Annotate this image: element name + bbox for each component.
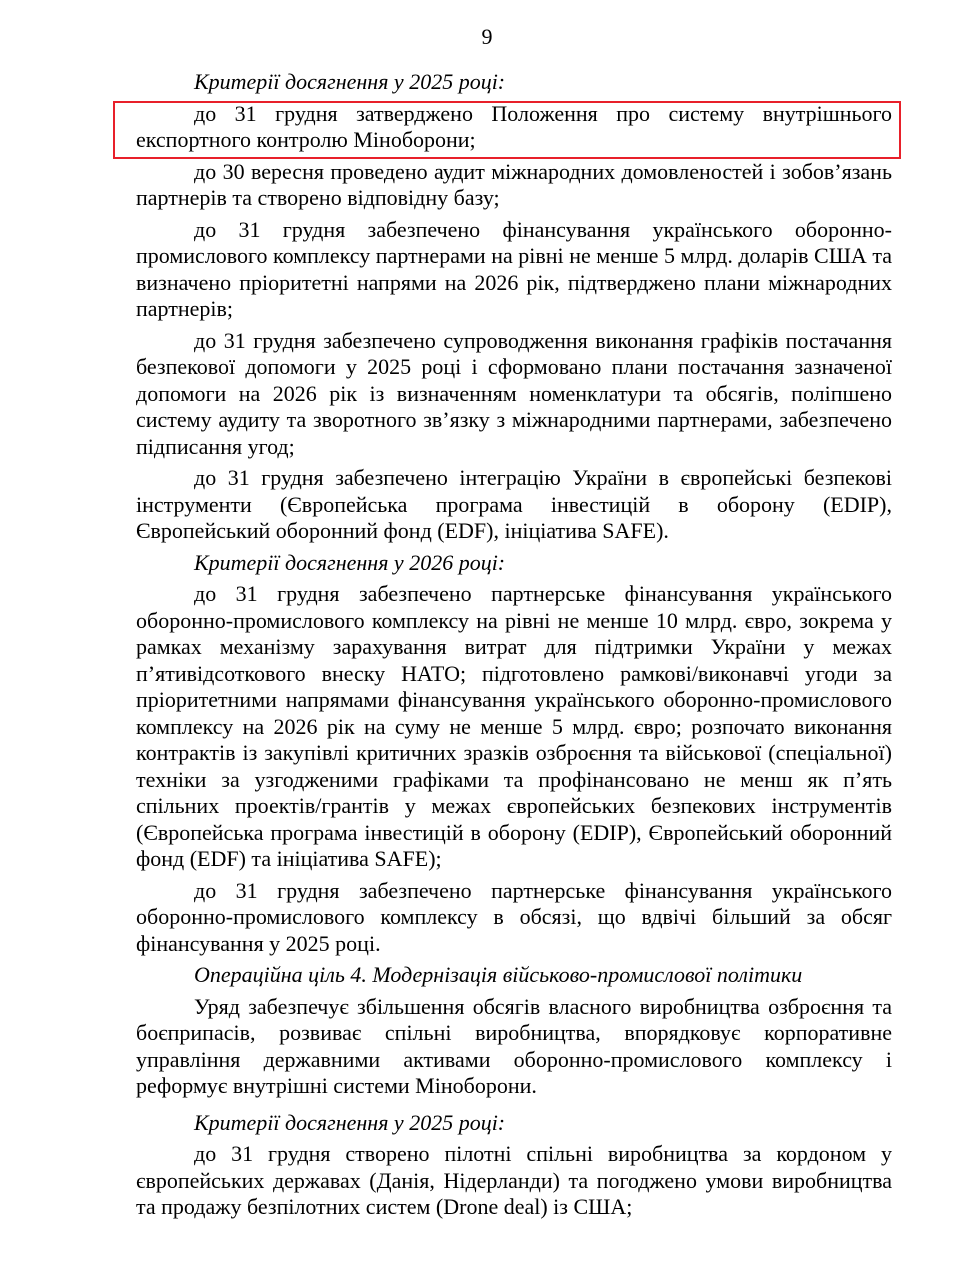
- paragraph: до 31 грудня забезпечено партнерське фінансування українського оборонно-промислового комплексу на рівні не менше 10 млрд. євро, зокрема у рамках механізму зарахування витрат для підтримки України у межах п’ятивідсоткового внеску НАТО; підготовлено рамкові/виконавчі угоди за пріоритетними напрямами фінансування українського оборонно-промислового комплексу на 2026 рік на суму не менше 5 млрд. євро; розпочато виконання контрактів із закупівлі критичних зразків озброєння та військової (спеціальної) техніки за узгодженими графіками та профінансовано не менш як п’ять спільних проектів/грантів у межах європейських безпекових інструментів (Європейська програма інвестицій в оборону (EDIP), Європейський оборонний фонд (EDF) та ініціатива SAFE);: [136, 581, 892, 871]
- paragraph: до 30 вересня проведено аудит міжнародних домовленостей і зобов’язань партнерів та створено відповідну базу;: [136, 158, 892, 210]
- paragraph: до 31 грудня забезпечено фінансування українського оборонно-промислового комплексу партнерами на рівні не менше 5 млрд. доларів США та визначено пріоритетні напрями на 2026 рік, підтверджено плани міжнародних партнерів;: [136, 216, 892, 321]
- paragraph: до 31 грудня забезпечено супроводження виконання графіків постачання безпекової допомоги у 2025 році і сформовано плани постачання зазначеної допомоги на 2026 рік із визначенням номенклатури та обсягів, поліпшено систему аудиту та зворотного зв’язку з міжнародними партнерами, забезпечено підписання угод;: [136, 327, 892, 459]
- section-heading: Операційна ціль 4. Модернізація військово-промислової політики: [194, 962, 803, 987]
- paragraph: до 31 грудня забезпечено інтеграцію України в європейські безпекові інструменти (Європейська програма інвестицій в оборону (EDIP), Європейський оборонний фонд (EDF), ініціатива SAFE).: [136, 465, 892, 543]
- section-heading: Критерії досягнення у 2026 році:: [194, 549, 506, 575]
- highlighted-paragraph: до 31 грудня затверджено Положення про систему внутрішнього експортного контролю Міноборони;: [136, 100, 892, 152]
- document-body: [136, 69, 892, 1226]
- page-number: 9: [481, 24, 493, 49]
- paragraph: Уряд забезпечує збільшення обсягів власного виробництва озброєння та боєприпасів, розвиває спільні виробництва, впорядковує корпоративне управління державними активами оборонно-промислового комплексу і реформує внутрішні системи Міноборони.: [136, 993, 892, 1098]
- paragraph: до 31 грудня створено пілотні спільні виробництва за кордоном у європейських державах (Данія, Нідерланди) та погоджено умови виробництва та продажу безпілотних систем (Drone deal) із США;: [136, 1141, 892, 1219]
- section-heading: Критерії досягнення у 2025 році:: [194, 1109, 506, 1135]
- paragraph: до 31 грудня забезпечено партнерське фінансування українського оборонно-промислового комплексу в обсязі, що вдвічі більший за обсяг фінансування у 2025 році.: [136, 877, 892, 956]
- section-heading: Критерії досягнення у 2025 році:: [194, 69, 506, 94]
